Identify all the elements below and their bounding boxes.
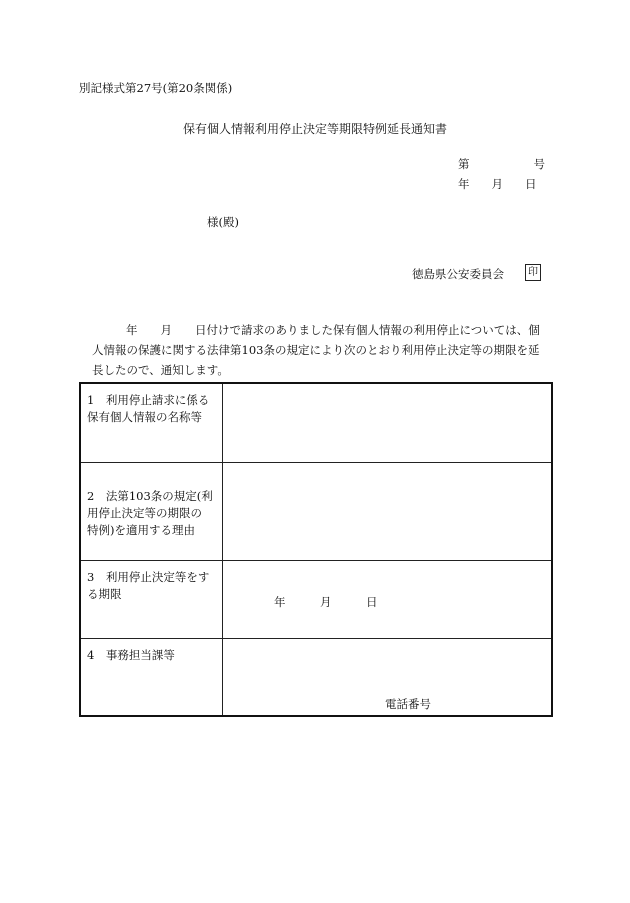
row-label bbox=[87, 488, 221, 539]
body-line-2: 人情報の保護に関する法律第103条の規定により次のとおり利用停止決定等の期限を延 bbox=[92, 343, 540, 357]
date-month: 月 bbox=[491, 177, 503, 191]
body-line-1: 年 月 日付けで請求のありました保有個人情報の利用停止については、個 bbox=[126, 323, 540, 337]
document-title: 保有個人情報利用停止決定等期限特例延長通知書 bbox=[182, 122, 447, 136]
form-number-label: 別記様式第27号(第20条関係) bbox=[79, 81, 233, 95]
row-label bbox=[87, 392, 221, 426]
row-label bbox=[87, 569, 221, 603]
body-line-3: 長したので、通知します。 bbox=[92, 363, 229, 377]
number-suffix: 号 bbox=[533, 157, 545, 171]
notice-details-table bbox=[79, 382, 553, 717]
table-row-deadline bbox=[81, 560, 551, 639]
issue-date-line bbox=[458, 176, 537, 192]
notice-body bbox=[92, 320, 552, 380]
seal-mark: 印 bbox=[525, 264, 541, 281]
row-label-line: 1 利用停止請求に係る bbox=[87, 393, 210, 407]
row-label-line: 特例)を適用する理由 bbox=[87, 523, 195, 537]
row-label-line: 保有個人情報の名称等 bbox=[87, 410, 202, 424]
number-prefix: 第 bbox=[458, 157, 470, 171]
row-label-line: 3 利用停止決定等をす bbox=[87, 570, 210, 584]
date-year: 年 bbox=[458, 177, 470, 191]
deadline-date-value: 年 月 日 bbox=[274, 595, 378, 609]
row-label-line: 4 事務担当課等 bbox=[87, 648, 175, 662]
row-label-line: 用停止決定等の期限の bbox=[87, 506, 202, 520]
date-day: 日 bbox=[525, 177, 537, 191]
document-number-line bbox=[458, 156, 545, 172]
table-row-contact bbox=[81, 638, 551, 718]
table-row-reason bbox=[81, 462, 551, 561]
row-label bbox=[87, 647, 221, 664]
row-label-line: 2 法第103条の規定(利 bbox=[87, 489, 213, 503]
row-label-line: る期限 bbox=[87, 587, 122, 601]
addressee: 様(殿) bbox=[207, 215, 239, 229]
table-row-item-name bbox=[81, 384, 551, 462]
phone-number-label: 電話番号 bbox=[385, 697, 431, 711]
issuer-name: 徳島県公安委員会 bbox=[412, 267, 504, 281]
